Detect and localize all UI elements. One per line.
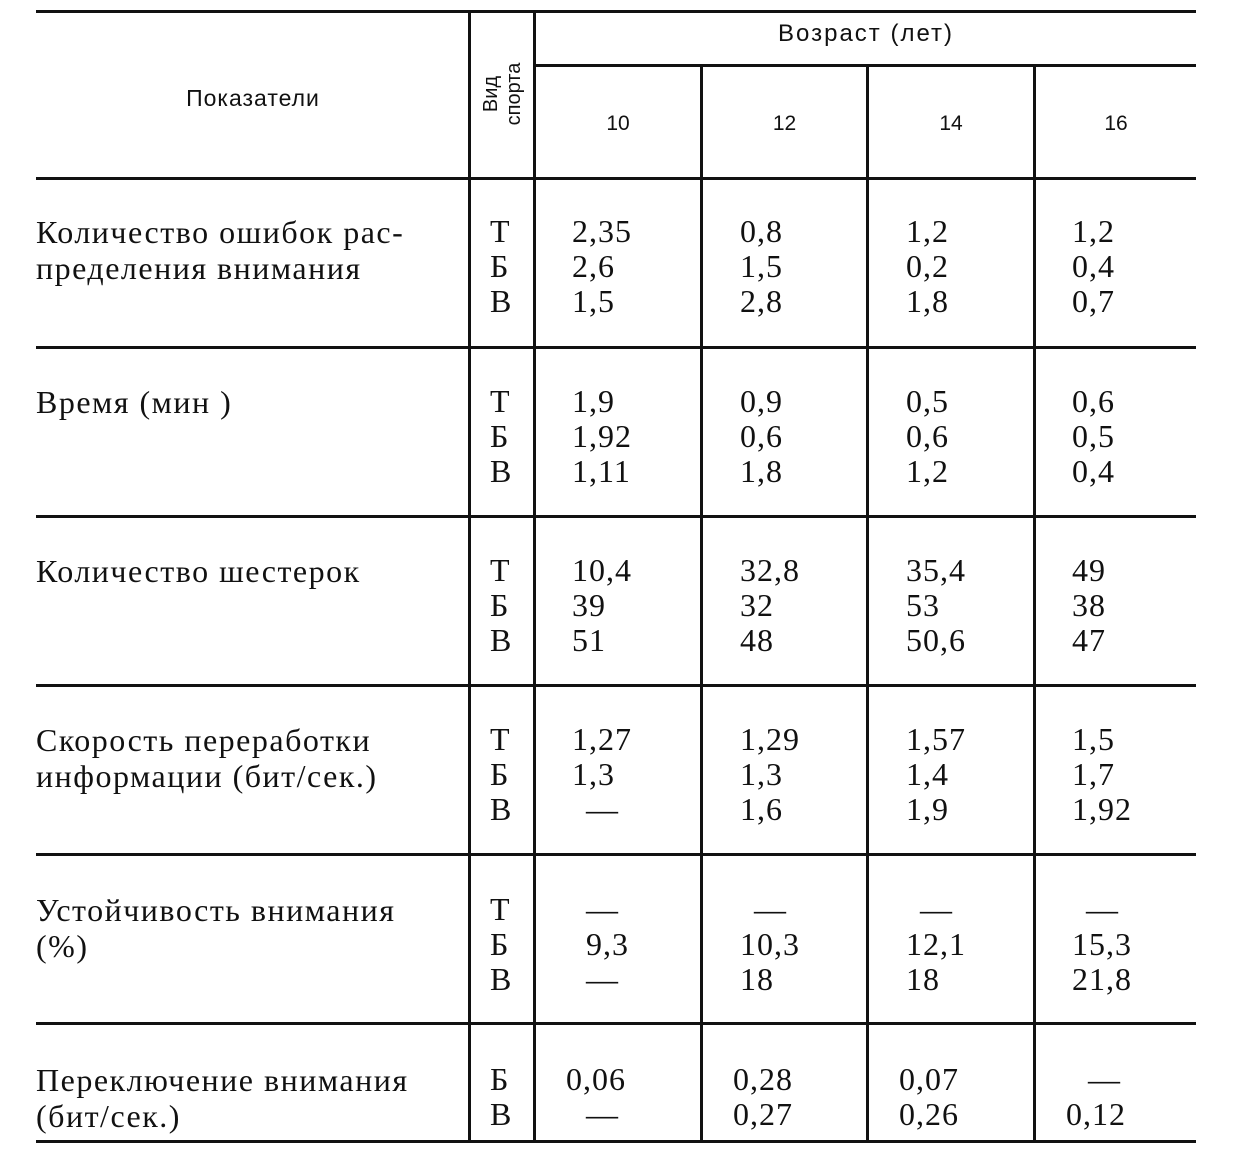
value-cell: 0,6 0,5 0,4 xyxy=(1072,383,1115,489)
age-column-header: 10 xyxy=(606,112,630,135)
sport-codes: Т Б В xyxy=(490,552,512,658)
age-column-header: 14 xyxy=(939,112,963,135)
value-cell: 0,28 0,27 xyxy=(733,1061,793,1132)
column-divider-sport-right xyxy=(533,12,536,1142)
column-divider-sport-left xyxy=(468,12,471,1142)
value-cell: 0,8 1,5 2,8 xyxy=(740,213,783,319)
indicator-label: Скорость переработки информации (бит/сек.) xyxy=(36,722,378,794)
value-cell: 35,4 53 50,6 xyxy=(906,552,966,658)
sport-header-line: Вид xyxy=(480,75,502,113)
age-column-header: 16 xyxy=(1104,112,1128,135)
column-divider-age xyxy=(700,66,703,1142)
value-cell: 1,27 1,3 — xyxy=(572,721,632,827)
value-cell: 1,9 1,92 1,11 xyxy=(572,383,632,489)
row-divider xyxy=(36,346,1196,349)
value-cell: 1,2 0,4 0,7 xyxy=(1072,213,1115,319)
value-cell: 0,06 — xyxy=(566,1061,626,1132)
value-cell: 1,5 1,7 1,92 xyxy=(1072,721,1132,827)
sport-codes: Т Б В xyxy=(490,891,512,997)
indicator-label: Время (мин ) xyxy=(36,384,233,420)
sport-header-line: спорта xyxy=(503,62,525,126)
header-bottom-rule xyxy=(36,177,1196,180)
value-cell: 49 38 47 xyxy=(1072,552,1106,658)
indicator-label: Устойчивость внимания (%) xyxy=(36,892,396,964)
value-cell: — 12,1 18 xyxy=(906,891,966,997)
value-cell: 1,2 0,2 1,8 xyxy=(906,213,949,319)
row-divider xyxy=(36,1022,1196,1025)
value-cell: 0,07 0,26 xyxy=(899,1061,959,1132)
value-cell: 2,35 2,6 1,5 xyxy=(572,213,632,319)
indicator-label: Количество шестерок xyxy=(36,553,361,589)
value-cell: 1,57 1,4 1,9 xyxy=(906,721,966,827)
column-divider-age xyxy=(866,66,869,1142)
sport-codes: Т Б В xyxy=(490,383,512,489)
row-divider xyxy=(36,853,1196,856)
value-cell: 0,9 0,6 1,8 xyxy=(740,383,783,489)
age-header: Возраст (лет) xyxy=(778,20,954,47)
age-column-header: 12 xyxy=(772,112,797,135)
indicator-label: Количество ошибок рас- пределения внимания xyxy=(36,214,405,286)
sport-codes: Т Б В xyxy=(490,721,512,827)
sport-header xyxy=(472,18,534,170)
column-divider-age xyxy=(1033,66,1036,1142)
indicator-label: Переключение внимания (бит/сек.) xyxy=(36,1062,409,1134)
value-cell: — 9,3 — xyxy=(586,891,629,997)
value-cell: 0,5 0,6 1,2 xyxy=(906,383,949,489)
value-cell: — 0,12 xyxy=(1066,1061,1126,1132)
value-cell: 1,29 1,3 1,6 xyxy=(740,721,800,827)
row-divider xyxy=(36,515,1196,518)
value-cell: — 15,3 21,8 xyxy=(1072,891,1132,997)
table-top-rule xyxy=(36,10,1196,13)
indicators-header: Показатели xyxy=(186,85,320,111)
row-divider xyxy=(36,684,1196,687)
value-cell: 10,4 39 51 xyxy=(572,552,632,658)
sport-codes: Т Б В xyxy=(490,213,512,319)
value-cell: 32,8 32 48 xyxy=(740,552,800,658)
value-cell: — 10,3 18 xyxy=(740,891,800,997)
table-bottom-rule xyxy=(36,1140,1196,1143)
sport-codes: Б В xyxy=(490,1061,512,1132)
